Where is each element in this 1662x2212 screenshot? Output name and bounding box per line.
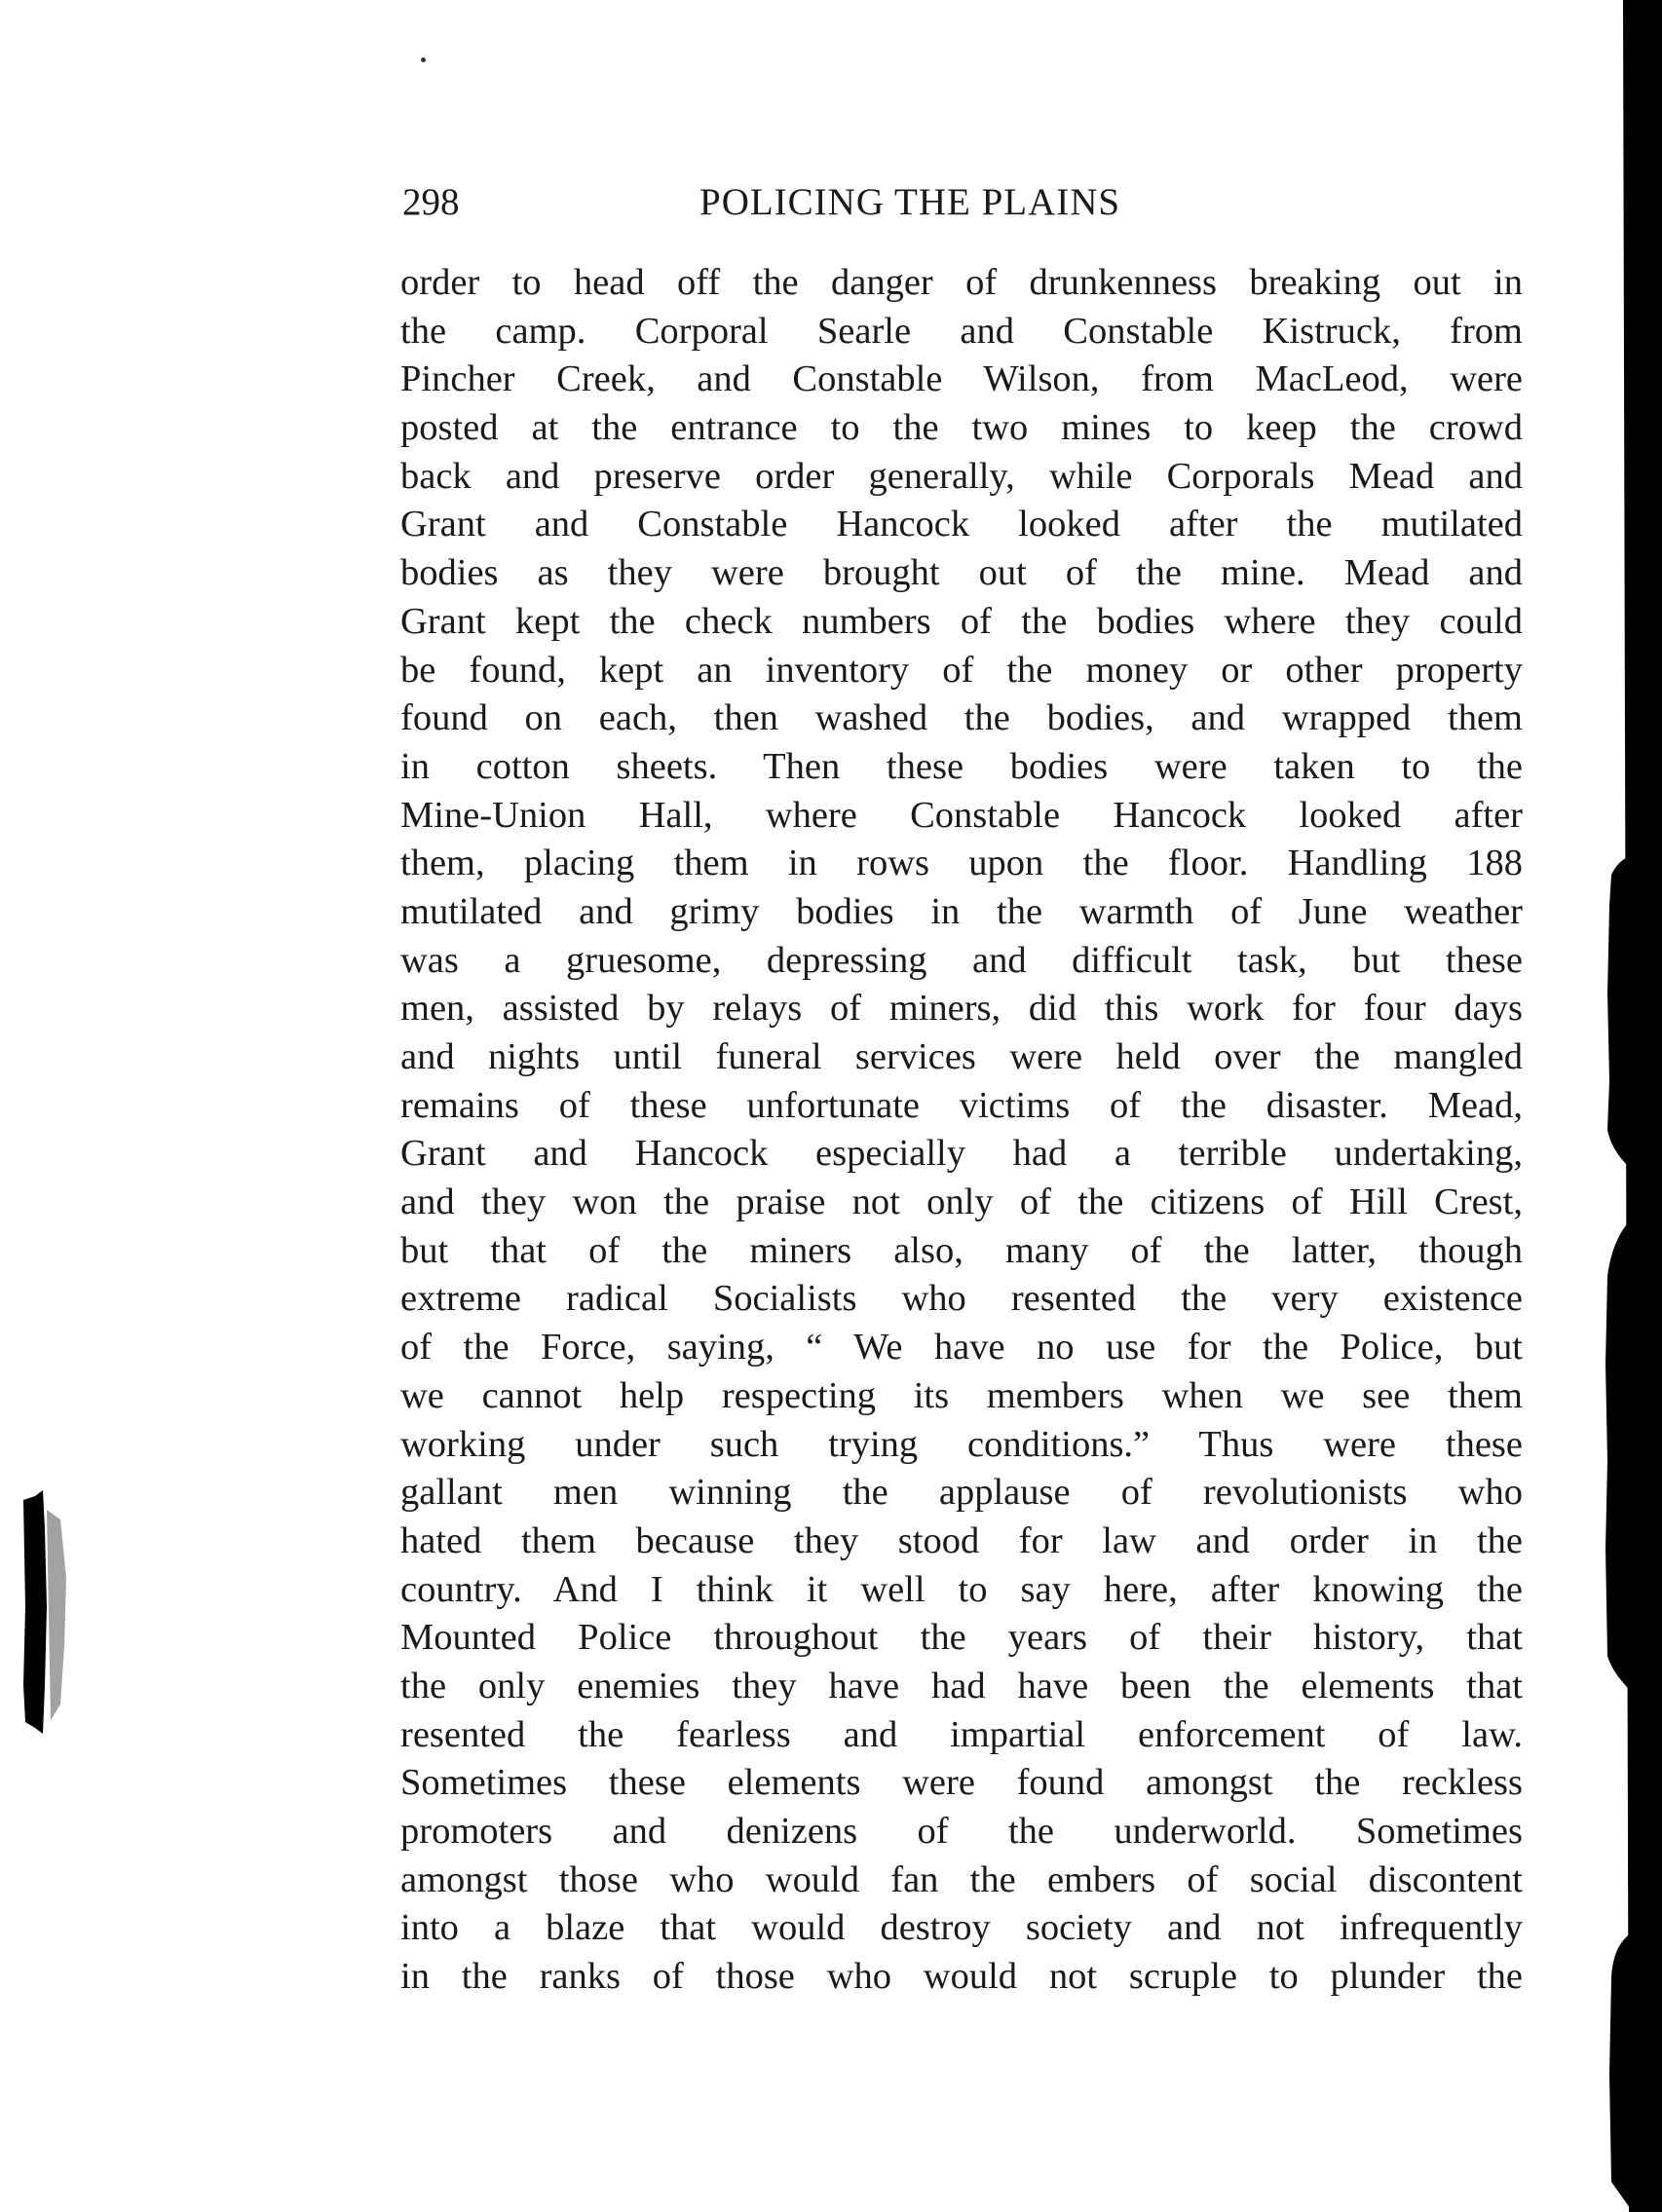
text-line: the only enemies they have had have been the elements that [400,1665,1523,1706]
text-line: into a blaze that would destroy society and not infrequently [400,1907,1523,1949]
text-line: men, assisted by relays of miners, did this work for four days [400,988,1523,1030]
text-line: Grant kept the check numbers of the bodies where they could [400,600,1523,642]
text-line: promoters and denizens of the underworld. Sometimes [400,1811,1523,1852]
text-line: of the Force, saying, “ We have no use for the Police, but [400,1327,1523,1368]
scan-edge-shadow-right [1594,0,1662,2212]
text-line: Grant and Constable Hancock looked after the mutilated [400,504,1523,545]
text-line: amongst those who would fan the embers of social discontent [400,1858,1523,1900]
text-line: and nights until funeral services were held over the mangled [400,1036,1523,1077]
text-line: back and preserve order generally, while Corporals Mead and [400,455,1523,497]
text-line: but that of the miners also, many of the latter, though [400,1229,1523,1271]
text-line: bodies as they were brought out of the mine. Mead and [400,552,1523,594]
text-line: mutilated and grimy bodies in the warmth of June weather [400,890,1523,932]
text-line: the camp. Corporal Searle and Constable Kistruck, from [400,310,1523,352]
text-line: we cannot help respecting its members when we see them [400,1374,1523,1416]
running-title: POLICING THE PLAINS [699,181,1121,223]
text-line: and they won the praise not only of the citizens of Hill Crest, [400,1181,1523,1223]
text-line: order to head off the danger of drunkenness breaking out in [400,262,1523,303]
text-line: in the ranks of those who would not scruple to plunder the [400,1956,1523,1998]
text-line: found on each, then washed the bodies, and wrapped them [400,697,1523,739]
text-line: remains of these unfortunate victims of the disaster. Mead, [400,1084,1523,1126]
scan-edge-shadow-left [21,1490,90,1734]
scan-speck [421,57,426,62]
text-line: was a gruesome, depressing and difficult task, but these [400,939,1523,981]
text-line: Sometimes these elements were found amongst the reckless [400,1762,1523,1804]
page-header [402,173,1523,232]
text-line: posted at the entrance to the two mines to keep the crowd [400,407,1523,449]
page-number: 298 [402,181,460,223]
body-text [400,259,1523,2002]
text-line: resented the fearless and impartial enforcement of law. [400,1713,1523,1755]
text-line: Mine-Union Hall, where Constable Hancock looked after [400,794,1523,836]
text-line: Pincher Creek, and Constable Wilson, from MacLeod, were [400,358,1523,400]
text-line: be found, kept an inventory of the money or other property [400,649,1523,691]
text-line: extreme radical Socialists who resented the very existence [400,1278,1523,1320]
text-line: hated them because they stood for law and order in the [400,1519,1523,1561]
text-line: working under such trying conditions.” Thus were these [400,1423,1523,1465]
text-line: Grant and Hancock especially had a terrible undertaking, [400,1133,1523,1175]
text-line: Mounted Police throughout the years of their history, that [400,1617,1523,1659]
text-line: in cotton sheets. Then these bodies were taken to the [400,745,1523,787]
text-line: them, placing them in rows upon the floor. Handling 188 [400,843,1523,884]
text-line: country. And I think it well to say here, after knowing the [400,1568,1523,1610]
text-line: gallant men winning the applause of revolutionists who [400,1472,1523,1514]
